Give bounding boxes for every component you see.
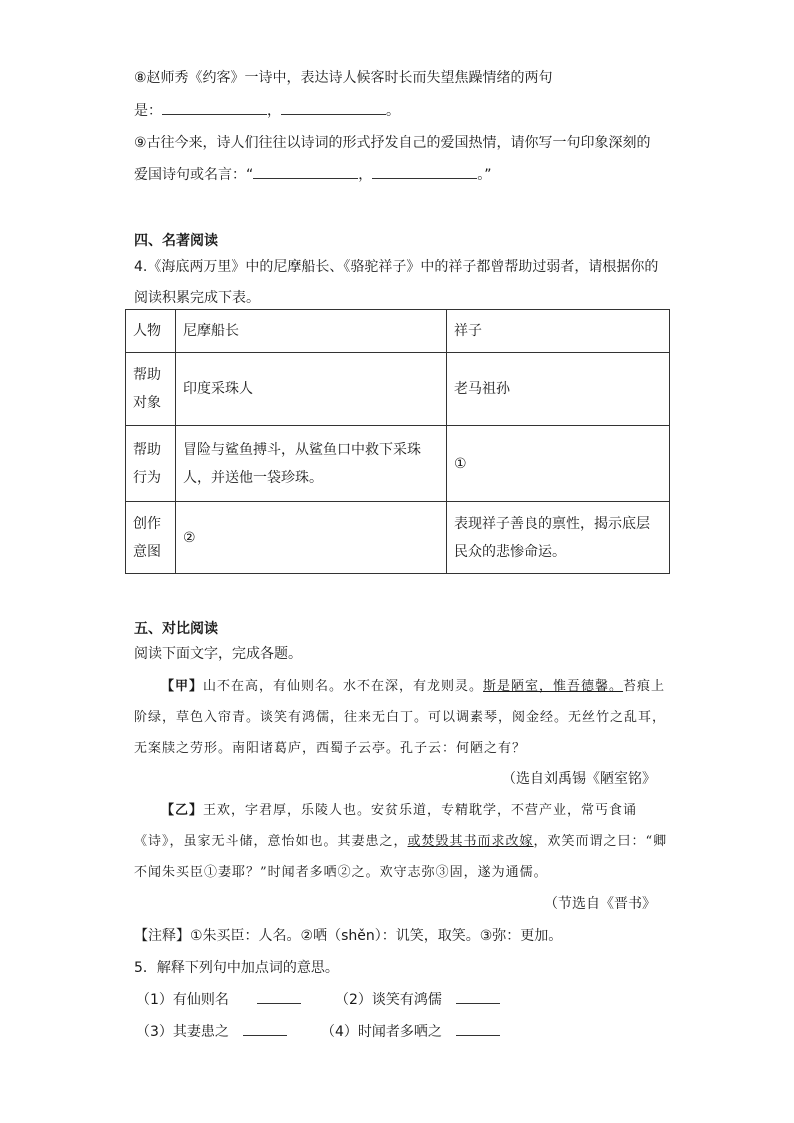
- table-header-cell: 祥子: [447, 310, 670, 353]
- row-label: 帮助对象: [126, 353, 176, 426]
- row-label: 帮助行为: [126, 426, 176, 502]
- passage-text: 山不在高，有仙则名。水不在深，有龙则灵。: [203, 679, 484, 694]
- passage-text: 《诗》，虽家无斗储，意怡如也。其妻患之，: [134, 834, 408, 849]
- row-label: 创作意图: [126, 502, 176, 574]
- table-header-cell: 尼摩船长: [176, 310, 447, 353]
- q9-answer-blank-2[interactable]: [372, 164, 477, 179]
- table-cell: 印度采珠人: [176, 353, 447, 426]
- q9-end: 。”: [477, 167, 492, 183]
- q4-line2: 阅读积累完成下表。: [134, 290, 260, 306]
- q8-answer-blank-2[interactable]: [281, 100, 386, 115]
- q5-item-label: （2）谈笑有鸿儒: [335, 992, 442, 1008]
- table-row: [126, 426, 670, 502]
- passage-jia-line1: [161, 675, 665, 694]
- q5-title: 5．解释下列句中加点词的意思。: [134, 960, 339, 976]
- underlined-sentence-yi: 或焚毁其书而求改嫁: [407, 834, 534, 849]
- passage-yi-source: （节选自《晋书》: [544, 896, 656, 912]
- section4-title: 四、名著阅读: [134, 233, 218, 249]
- passage-text: 苔痕上: [623, 679, 666, 694]
- q8-prefix: 是：: [134, 103, 162, 119]
- q4-line1: 4.《海底两万里》中的尼摩船长、《骆驼祥子》中的祥子都曾帮助过弱者，请根据你的: [134, 259, 659, 275]
- notes: 【注释】①朱买臣：人名。②哂（shěn）：讥笑，取笑。③弥：更加。: [134, 928, 563, 944]
- passage-yi-line3: 不闻朱买臣①妻耶？”时闻者多哂②之。欢守志弥③固，遂为通儒。: [134, 865, 548, 880]
- passage-jia-line3: 无案牍之劳形。南阳诸葛庐，西蜀子云亭。孔子云：何陋之有？: [134, 741, 527, 756]
- table-cell: 冒险与鲨鱼搏斗，从鲨鱼口中救下采珠人，并送他一袋珍珠。: [176, 426, 447, 502]
- section5-title: 五、对比阅读: [134, 621, 218, 637]
- passage-text: ，欢笑而谓之曰：“卿: [533, 834, 668, 849]
- q9-prefix: 爱国诗句或名言：“: [134, 167, 254, 183]
- q5-item-label: （1）有仙则名: [136, 992, 229, 1008]
- passage-text: 王欢，字君厚，乐陵人也。安贫乐道，专精耽学，不营产业，常丐食诵: [203, 803, 638, 818]
- q9-sep: ，: [358, 167, 373, 183]
- q5-answer-blank-3[interactable]: [243, 1021, 287, 1036]
- answer-cell-2[interactable]: ②: [176, 502, 447, 574]
- q5-item-label: （3）其妻患之: [136, 1024, 229, 1040]
- q5-item-3: [136, 1021, 287, 1041]
- q5-answer-blank-1[interactable]: [257, 989, 301, 1004]
- passage-yi-label: 【乙】: [161, 803, 204, 818]
- section5-intro: 阅读下面文字，完成各题。: [134, 646, 302, 662]
- passage-yi-line1: [161, 799, 637, 818]
- table-cell: 表现祥子善良的禀性，揭示底层民众的悲惨命运。: [447, 502, 670, 574]
- passage-jia-source: （选自刘禹锡《陋室铭》: [502, 771, 656, 787]
- passage-jia-label: 【甲】: [161, 679, 204, 694]
- q9-line1: ⑨古往今来，诗人们往往以诗词的形式抒发自己的爱国热情，请你写一句印象深刻的: [134, 135, 651, 151]
- q8-line1: ⑧赵师秀《约客》一诗中，表达诗人候客时长而失望焦躁情绪的两句: [134, 70, 553, 86]
- q5-item-4: [321, 1021, 500, 1041]
- table-header-cell: 人物: [126, 310, 176, 353]
- table-cell: 老马祖孙: [447, 353, 670, 426]
- q5-answer-blank-4[interactable]: [456, 1021, 500, 1036]
- q5-item-label: （4）时闻者多哂之: [321, 1024, 442, 1040]
- answer-cell-1[interactable]: ①: [447, 426, 670, 502]
- underlined-sentence-jia: 斯是陋室，惟吾德馨。: [483, 679, 624, 694]
- reading-table: [125, 309, 670, 574]
- table-row: [126, 353, 670, 426]
- q8-line2: [134, 100, 400, 120]
- passage-yi-line2: [134, 830, 667, 849]
- q9-line2: [134, 164, 492, 184]
- q5-item-2: [335, 989, 500, 1009]
- table-row: [126, 502, 670, 574]
- passage-jia-line2: 阶绿，草色入帘青。谈笑有鸿儒，往来无白丁。可以调素琴，阅金经。无丝竹之乱耳，: [134, 710, 667, 725]
- q8-sep: ，: [267, 103, 281, 119]
- table-header-row: [126, 310, 670, 353]
- q5-item-1: [136, 989, 301, 1009]
- q8-end: 。: [386, 103, 400, 119]
- q5-answer-blank-2[interactable]: [456, 989, 500, 1004]
- q9-answer-blank-1[interactable]: [253, 164, 358, 179]
- q8-answer-blank-1[interactable]: [162, 100, 267, 115]
